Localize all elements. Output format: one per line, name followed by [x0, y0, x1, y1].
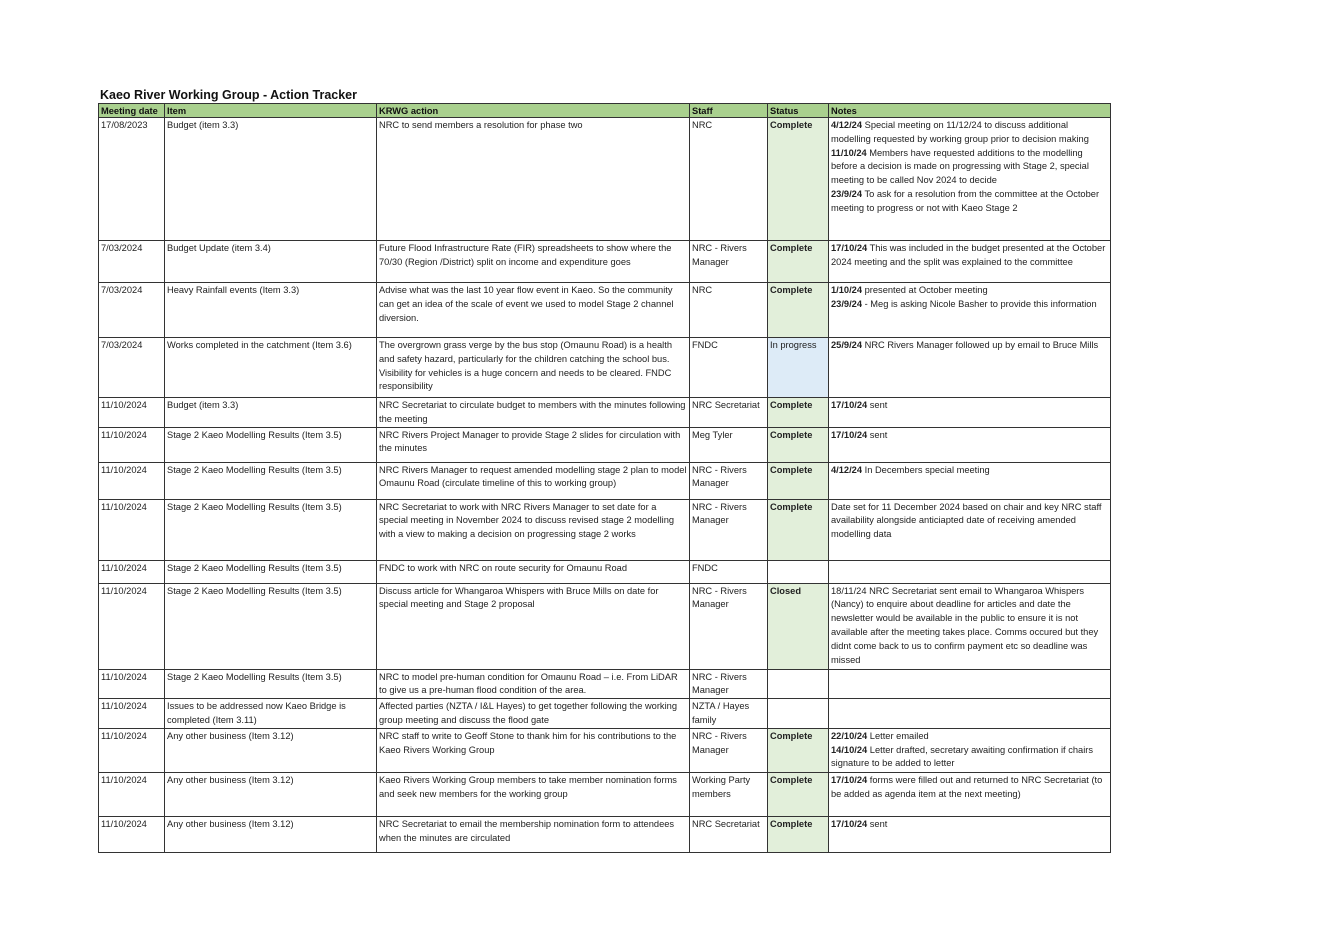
meeting-date-cell: 11/10/2024 — [99, 772, 165, 816]
note-date: 17/10/24 — [831, 774, 868, 785]
note-entry — [831, 464, 1108, 478]
action-cell: NRC Secretariat to circulate budget to members with the minutes following the meeting — [377, 398, 690, 428]
note-date: 11/10/24 — [831, 147, 867, 158]
notes-cell — [829, 462, 1111, 499]
header-row — [99, 104, 1111, 118]
item-cell: Heavy Rainfall events (Item 3.3) — [165, 283, 377, 338]
note-entry — [831, 429, 1108, 443]
note-entry — [831, 501, 1108, 542]
status-cell: Complete — [768, 118, 829, 241]
table-row — [99, 728, 1111, 772]
notes-cell — [829, 583, 1111, 669]
meeting-date-cell: 11/10/2024 — [99, 669, 165, 699]
note-entry — [831, 774, 1108, 802]
staff-cell: NRC - Rivers Manager — [690, 241, 768, 283]
action-cell: NRC Rivers Manager to request amended modelling stage 2 plan to model Omaunu Road (circulate timeline of this to working group) — [377, 462, 690, 499]
status-cell: Complete — [768, 728, 829, 772]
table-row — [99, 241, 1111, 283]
header-item: Item — [165, 104, 377, 118]
action-cell: Discuss article for Whangaroa Whispers with Bruce Mills on date for special meeting and Stage 2 proposal — [377, 583, 690, 669]
notes-cell — [829, 398, 1111, 428]
staff-cell: NRC Secretariat — [690, 816, 768, 852]
header-status: Status — [768, 104, 829, 118]
staff-cell: NRC - Rivers Manager — [690, 669, 768, 699]
note-date: 23/9/24 — [831, 188, 863, 199]
action-cell: FNDC to work with NRC on route security for Omaunu Road — [377, 560, 690, 583]
table-row — [99, 583, 1111, 669]
note-entry — [831, 147, 1108, 188]
note-entry — [831, 284, 1108, 298]
staff-cell: NRC - Rivers Manager — [690, 462, 768, 499]
item-cell: Stage 2 Kaeo Modelling Results (Item 3.5) — [165, 583, 377, 669]
note-entry — [831, 119, 1108, 147]
note-entry — [831, 744, 1108, 772]
note-date: 4/12/24 — [831, 464, 863, 475]
action-cell: Advise what was the last 10 year flow event in Kaeo. So the community can get an idea of the scale of event we used to model Stage 2 channel diversion. — [377, 283, 690, 338]
note-text: Letter emailed — [867, 730, 929, 741]
staff-cell: NRC — [690, 118, 768, 241]
meeting-date-cell: 11/10/2024 — [99, 583, 165, 669]
note-entry — [831, 298, 1108, 312]
note-text: 18/11/24 NRC Secretariat sent email to Whangaroa Whispers (Nancy) to enquire about deadline for articles and date the newsletter would be available in the public to ensure it is not available after the meeting takes place. Comms occured but they didnt come back to us to confirm payment etc so deadline was missed — [831, 585, 1099, 665]
status-cell: Closed — [768, 583, 829, 669]
meeting-date-cell: 11/10/2024 — [99, 398, 165, 428]
note-text: presented at October meeting — [862, 285, 988, 295]
note-entry — [831, 730, 1108, 744]
item-cell: Stage 2 Kaeo Modelling Results (Item 3.5) — [165, 560, 377, 583]
notes-cell — [829, 283, 1111, 338]
action-cell: Kaeo Rivers Working Group members to take member nomination forms and seek new members for the working group — [377, 772, 690, 816]
table-row — [99, 427, 1111, 462]
notes-cell — [829, 338, 1111, 398]
action-cell: NRC Secretariat to work with NRC Rivers Manager to set date for a special meeting in November 2024 to discuss revised stage 2 modelling with a view to making a decision on progressing stage 2 works — [377, 499, 690, 560]
status-cell — [768, 669, 829, 699]
status-cell — [768, 560, 829, 583]
status-cell: Complete — [768, 283, 829, 338]
staff-cell: Working Party members — [690, 772, 768, 816]
header-staff: Staff — [690, 104, 768, 118]
note-date: 25/9/24 — [831, 340, 863, 350]
status-cell: Complete — [768, 427, 829, 462]
table-row — [99, 338, 1111, 398]
notes-cell — [829, 699, 1111, 729]
note-date: 1/10/24 — [831, 285, 863, 295]
status-cell: In progress — [768, 338, 829, 398]
action-cell: NRC to send members a resolution for phase two — [377, 118, 690, 241]
meeting-date-cell: 11/10/2024 — [99, 560, 165, 583]
notes-cell — [829, 118, 1111, 241]
note-entry — [831, 818, 1108, 832]
note-date: 17/10/24 — [831, 429, 868, 440]
status-cell: Complete — [768, 462, 829, 499]
staff-cell: NRC - Rivers Manager — [690, 499, 768, 560]
status-cell: Complete — [768, 499, 829, 560]
item-cell: Budget (item 3.3) — [165, 398, 377, 428]
table-row — [99, 118, 1111, 241]
note-date: 17/10/24 — [831, 400, 868, 410]
note-text: - Meg is asking Nicole Basher to provide this information — [862, 298, 1097, 309]
note-text: sent — [867, 818, 888, 829]
meeting-date-cell: 11/10/2024 — [99, 462, 165, 499]
header-krwg-action: KRWG action — [377, 104, 690, 118]
page-title: Kaeo River Working Group - Action Tracker — [100, 88, 358, 102]
note-text: sent — [867, 429, 888, 440]
table-row — [99, 772, 1111, 816]
note-date: 17/10/24 — [831, 818, 868, 829]
note-date: 14/10/24 — [831, 744, 868, 755]
note-entry — [831, 188, 1108, 216]
item-cell: Budget Update (item 3.4) — [165, 241, 377, 283]
note-text: In Decembers special meeting — [862, 464, 990, 475]
note-entry — [831, 399, 1108, 413]
status-cell: Complete — [768, 816, 829, 852]
notes-cell — [829, 816, 1111, 852]
status-cell — [768, 699, 829, 729]
staff-cell: NRC Secretariat — [690, 398, 768, 428]
item-cell: Any other business (Item 3.12) — [165, 728, 377, 772]
action-cell: The overgrown grass verge by the bus stop (Omaunu Road) is a health and safety hazard, particularly for the children catching the school bus. Visibility for vehicles is a huge concern and needs to be cleared. FNDC responsibility — [377, 338, 690, 398]
note-text: Special meeting on 11/12/24 to discuss additional modelling requested by working group prior to decision making — [831, 120, 1089, 144]
note-entry — [831, 585, 1108, 668]
table-row — [99, 816, 1111, 852]
staff-cell: NZTA / Hayes family — [690, 699, 768, 729]
note-text: To ask for a resolution from the committee at the October meeting to progress or not with Kaeo Stage 2 — [831, 188, 1100, 213]
meeting-date-cell: 7/03/2024 — [99, 241, 165, 283]
action-tracker-table — [98, 103, 1111, 853]
note-text: Letter drafted, secretary awaiting confirmation if chairs signature to be added to letter — [831, 744, 1094, 769]
item-cell: Issues to be addressed now Kaeo Bridge is completed (Item 3.11) — [165, 699, 377, 729]
header-notes: Notes — [829, 104, 1111, 118]
note-text: NRC Rivers Manager followed up by email to Bruce Mills — [862, 340, 1099, 350]
item-cell: Works completed in the catchment (Item 3.6) — [165, 338, 377, 398]
action-cell: Future Flood Infrastructure Rate (FIR) spreadsheets to show where the 70/30 (Region /District) split on income and expenditure goes — [377, 241, 690, 283]
note-text: forms were filled out and returned to NRC Secretariat (to be added as agenda item at the next meeting) — [831, 774, 1103, 799]
meeting-date-cell: 11/10/2024 — [99, 728, 165, 772]
table-row — [99, 499, 1111, 560]
table-row — [99, 669, 1111, 699]
note-text: Date set for 11 December 2024 based on chair and key NRC staff availability alongside anticiapted date of receiving amended modelling data — [831, 501, 1102, 540]
action-cell: NRC staff to write to Geoff Stone to thank him for his contributions to the Kaeo Rivers Working Group — [377, 728, 690, 772]
notes-cell — [829, 499, 1111, 560]
item-cell: Stage 2 Kaeo Modelling Results (Item 3.5) — [165, 427, 377, 462]
staff-cell: FNDC — [690, 560, 768, 583]
item-cell: Stage 2 Kaeo Modelling Results (Item 3.5) — [165, 669, 377, 699]
meeting-date-cell: 7/03/2024 — [99, 338, 165, 398]
action-cell: NRC Rivers Project Manager to provide Stage 2 slides for circulation with the minutes — [377, 427, 690, 462]
staff-cell: NRC - Rivers Manager — [690, 728, 768, 772]
item-cell: Any other business (Item 3.12) — [165, 772, 377, 816]
item-cell: Budget (item 3.3) — [165, 118, 377, 241]
note-text: sent — [867, 400, 888, 410]
meeting-date-cell: 7/03/2024 — [99, 283, 165, 338]
action-cell: NRC to model pre-human condition for Omaunu Road – i.e. From LiDAR to give us a pre-human flood condition of the area. — [377, 669, 690, 699]
table-row — [99, 560, 1111, 583]
meeting-date-cell: 11/10/2024 — [99, 427, 165, 462]
item-cell: Stage 2 Kaeo Modelling Results (Item 3.5) — [165, 462, 377, 499]
note-entry — [831, 339, 1108, 353]
note-date: 4/12/24 — [831, 120, 863, 130]
meeting-date-cell: 11/10/2024 — [99, 816, 165, 852]
notes-cell — [829, 560, 1111, 583]
item-cell: Any other business (Item 3.12) — [165, 816, 377, 852]
table-row — [99, 283, 1111, 338]
header-meeting-date: Meeting date — [99, 104, 165, 118]
note-text: Members have requested additions to the modelling before a decision is made on progressing with Stage 2, special meeting to be called Nov 2024 to decide — [831, 147, 1089, 186]
note-text: This was included in the budget presented at the October 2024 meeting and the split was explained to the committee — [831, 243, 1106, 267]
status-cell: Complete — [768, 241, 829, 283]
meeting-date-cell: 11/10/2024 — [99, 699, 165, 729]
table-row — [99, 462, 1111, 499]
notes-cell — [829, 241, 1111, 283]
status-cell: Complete — [768, 398, 829, 428]
notes-cell — [829, 772, 1111, 816]
notes-cell — [829, 427, 1111, 462]
table-row — [99, 699, 1111, 729]
note-date: 17/10/24 — [831, 243, 868, 253]
table-row — [99, 398, 1111, 428]
staff-cell: NRC - Rivers Manager — [690, 583, 768, 669]
staff-cell: FNDC — [690, 338, 768, 398]
meeting-date-cell: 11/10/2024 — [99, 499, 165, 560]
note-date: 22/10/24 — [831, 730, 868, 741]
action-cell: NRC Secretariat to email the membership nomination form to attendees when the minutes are circulated — [377, 816, 690, 852]
note-entry — [831, 242, 1108, 270]
staff-cell: Meg Tyler — [690, 427, 768, 462]
notes-cell — [829, 728, 1111, 772]
item-cell: Stage 2 Kaeo Modelling Results (Item 3.5) — [165, 499, 377, 560]
status-cell: Complete — [768, 772, 829, 816]
meeting-date-cell: 17/08/2023 — [99, 118, 165, 241]
note-date: 23/9/24 — [831, 298, 863, 309]
action-cell: Affected parties (NZTA / I&L Hayes) to get together following the working group meeting and discuss the flood gate — [377, 699, 690, 729]
notes-cell — [829, 669, 1111, 699]
staff-cell: NRC — [690, 283, 768, 338]
